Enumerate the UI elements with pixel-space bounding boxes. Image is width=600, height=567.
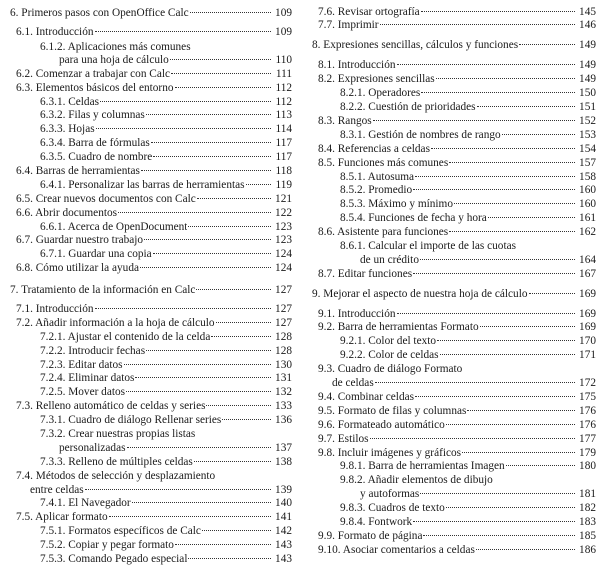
toc-page-number: 153 (579, 129, 596, 141)
toc-entry-title: 7.5. Aplicar formato (16, 511, 108, 523)
toc-entry (4, 24, 292, 40)
dot-leader (206, 405, 271, 406)
toc-entry (4, 551, 292, 567)
toc-page-number: 117 (275, 137, 292, 149)
toc-page-number: 186 (579, 544, 596, 556)
toc-entry-title: 6.7.1. Guardar una copia (40, 248, 152, 260)
toc-page-number: 123 (275, 221, 292, 233)
dot-leader (246, 184, 271, 185)
toc-page-number: 124 (275, 248, 292, 260)
toc-page-number: 179 (579, 447, 596, 459)
toc-entry-title: 9.2.2. Color de celdas (340, 349, 439, 361)
toc-page-number: 110 (275, 54, 292, 66)
toc-entry-title: 9.7. Estilos (318, 433, 369, 445)
toc-entry-title: 9.6. Formateado automático (318, 419, 445, 431)
toc-entry-title: 6.4. Barras de herramientas (16, 165, 140, 177)
toc-page-number: 124 (275, 262, 292, 274)
toc-page-number: 151 (579, 101, 596, 113)
toc-entry-title: 7.2.4. Eliminar datos (40, 372, 135, 384)
toc-page-number: 128 (275, 345, 292, 357)
dot-leader (413, 273, 575, 274)
dot-leader (529, 293, 576, 294)
dot-leader (423, 535, 575, 536)
toc-entry-title: 6.3.5. Cuadro de nombre (40, 151, 153, 163)
toc-entry-title: 6.1. Introducción (16, 26, 94, 38)
dot-leader (100, 101, 271, 102)
dot-leader (118, 212, 271, 213)
toc-page-number: 160 (579, 198, 596, 210)
dot-leader (144, 239, 271, 240)
dot-leader (95, 308, 272, 309)
dot-leader (454, 203, 575, 204)
dot-leader (373, 120, 575, 121)
toc-entry-title: 8.2.1. Operadores (340, 87, 421, 99)
toc-entry-title: 8.5.2. Promedio (340, 184, 413, 196)
dot-leader (420, 493, 575, 494)
toc-entry-title: 6.3.4. Barra de fórmulas (40, 137, 150, 149)
dot-leader (190, 12, 271, 13)
toc-page-number: 140 (275, 497, 292, 509)
toc-page-number: 182 (579, 502, 596, 514)
toc-entry-title: 9.8.4. Fontwork (340, 516, 413, 528)
toc-entry-title: 9.2.1. Color del texto (340, 335, 437, 347)
toc-page-number: 137 (275, 442, 292, 454)
toc-entry-title: 8.5.3. Máximo y mínimo (340, 198, 453, 210)
toc-entry-title: 7.2.3. Editar datos (40, 359, 123, 371)
toc-entry-title: 9.8.3. Cuadros de texto (340, 502, 445, 514)
toc-entry-title: 7.4. Métodos de selección y desplazamiento (16, 470, 216, 482)
toc-entry-title: 6. Primeros pasos con OpenOffice Calc (10, 7, 189, 19)
dot-leader (146, 350, 271, 351)
dot-leader (502, 134, 575, 135)
dot-leader (413, 189, 575, 190)
toc-entry-title: de celdas (332, 377, 374, 389)
toc-page-number: 130 (275, 359, 292, 371)
toc-page-number: 162 (579, 226, 596, 238)
toc-chapter-heading (4, 5, 292, 21)
dot-leader (415, 176, 575, 177)
toc-page-number: 127 (275, 303, 292, 315)
dot-leader (96, 128, 271, 129)
toc-entry-title: 8.2. Expresiones sencillas (318, 73, 435, 85)
dot-leader (135, 377, 271, 378)
toc-page-number: 177 (579, 433, 596, 445)
dot-leader (211, 336, 271, 337)
toc-page-number: 114 (275, 123, 292, 135)
toc-entry-title: 7.7. Imprimir (318, 19, 379, 31)
toc-entry-title: 9.5. Formato de filas y columnas (318, 405, 467, 417)
toc-page-number: 112 (275, 82, 292, 94)
dot-leader (449, 231, 575, 232)
toc-page-number: 127 (275, 317, 292, 329)
dot-leader (170, 59, 271, 60)
toc-entry-title: 7.5.3. Comando Pegado especial (40, 553, 188, 565)
toc-entry (312, 17, 596, 33)
toc-page-number: 127 (275, 284, 292, 296)
toc-entry-title: 8.5.1. Autosuma (340, 171, 415, 183)
toc-entry-title: 8.6.1. Calcular el importe de las cuotas (340, 240, 516, 252)
toc-page-number: 123 (275, 234, 292, 246)
dot-leader (421, 11, 575, 12)
toc-entry-title: 7.4.1. El Navegador (40, 497, 131, 509)
toc-entry-title: 7.5.1. Formatos específicos de Calc (40, 525, 201, 537)
dot-leader (202, 530, 271, 531)
dot-leader (431, 148, 575, 149)
toc-page-number: 139 (275, 484, 292, 496)
toc-entry-title: 9.1. Introducción (318, 308, 396, 320)
toc-page-number: 161 (579, 212, 596, 224)
toc-entry (312, 266, 596, 282)
toc-page-number: 111 (275, 68, 292, 80)
dot-leader (222, 419, 271, 420)
toc-entry-title: 8. Expresiones sencillas, cálculos y funciones (312, 39, 519, 51)
toc-page-number: 164 (579, 254, 596, 266)
toc-page-number: 109 (275, 7, 292, 19)
toc-entry-title: 7.3.3. Relleno de múltiples celdas (40, 456, 193, 468)
dot-leader (480, 326, 575, 327)
dot-leader (397, 64, 576, 65)
toc-entry-title: 6.1.2. Aplicaciones más comunes (40, 41, 191, 53)
toc-page-number: 122 (275, 207, 292, 219)
dot-leader (437, 340, 575, 341)
dot-leader (506, 465, 575, 466)
dot-leader (132, 502, 271, 503)
toc-entry-title: 7.2.5. Mover datos (40, 386, 126, 398)
dot-leader (488, 217, 575, 218)
dot-leader (467, 410, 575, 411)
toc-entry-title: 7.2. Añadir información a la hoja de cálculo (16, 317, 215, 329)
dot-leader (421, 92, 575, 93)
toc-entry-title: 8.3. Rangos (318, 115, 372, 127)
toc-entry-title: 7.3. Relleno automático de celdas y series (16, 400, 206, 412)
toc-page-number: 176 (579, 419, 596, 431)
dot-leader (375, 382, 575, 383)
dot-leader (476, 549, 575, 550)
toc-page-number: 143 (275, 539, 292, 551)
toc-page-number: 128 (275, 331, 292, 343)
toc-page-number: 143 (275, 553, 292, 565)
toc-entry-title: de un crédito (360, 254, 419, 266)
dot-leader (446, 424, 575, 425)
toc-entry-title: 7.5.2. Copiar y pegar formato (40, 539, 174, 551)
toc-page-number: 181 (579, 488, 596, 500)
toc-entry-title: 6.3. Elementos básicos del entorno (16, 82, 174, 94)
dot-leader (175, 87, 272, 88)
toc-entry-title: 9.10. Asociar comentarios a celdas (318, 544, 475, 556)
toc-entry-title: 7.2.1. Ajustar el contenido de la celda (40, 331, 211, 343)
toc-page-number: 176 (579, 405, 596, 417)
toc-entry-title: 6.6. Abrir documentos (16, 207, 118, 219)
toc-page-number: 109 (275, 26, 292, 38)
toc-page-number: 169 (579, 288, 596, 300)
toc-entry-title: 7. Tratamiento de la información en Calc (10, 284, 196, 296)
toc-entry-title: 9.8.2. Añadir elementos de dibujo (340, 474, 493, 486)
dot-leader (126, 391, 271, 392)
toc-entry-title: personalizadas (59, 442, 126, 454)
dot-leader (446, 507, 575, 508)
toc-entry-title: 6.4.1. Personalizar las barras de herramientas (40, 179, 245, 191)
toc-chapter-heading (312, 37, 596, 53)
toc-page-number: 113 (275, 109, 292, 121)
toc-page-number: 180 (579, 460, 596, 472)
toc-entry-title: 7.3.2. Crear nuestras propias listas (40, 428, 196, 440)
toc-page-number: 172 (579, 377, 596, 389)
toc-page-number: 157 (579, 157, 596, 169)
toc-entry-title: 6.6.1. Acerca de OpenDocument (40, 221, 188, 233)
toc-entry-title: 8.1. Introducción (318, 59, 396, 71)
toc-page-number: 183 (579, 516, 596, 528)
toc-entry-title: 8.4. Referencias a celdas (318, 143, 430, 155)
toc-chapter-heading (312, 286, 596, 302)
dot-leader (188, 558, 271, 559)
toc-page-number: 149 (579, 73, 596, 85)
dot-leader (477, 106, 575, 107)
toc-page-number: 112 (275, 96, 292, 108)
toc-entry-title: 9.2. Barra de herramientas Formato (318, 321, 479, 333)
toc-page-number: 142 (275, 525, 292, 537)
toc-page-number: 131 (275, 372, 292, 384)
dot-leader (370, 438, 575, 439)
dot-leader (127, 447, 272, 448)
toc-entry-title: 8.2.2. Cuestión de prioridades (340, 101, 476, 113)
dot-leader (153, 253, 271, 254)
toc-entry-title: 7.2.2. Introducir fechas (40, 345, 146, 357)
toc-page-number: 185 (579, 530, 596, 542)
dot-leader (194, 461, 271, 462)
toc-page-number: 169 (579, 308, 596, 320)
toc-page-number: 171 (579, 349, 596, 361)
toc-entry-title: 9.9. Formato de página (318, 530, 423, 542)
dot-leader (85, 489, 271, 490)
toc-page-number: 149 (579, 59, 596, 71)
toc-entry-title: 9.3. Cuadro de diálogo Formato (318, 363, 463, 375)
toc-entry-title: 6.8. Cómo utilizar la ayuda (16, 262, 139, 274)
toc-page-number: 138 (275, 456, 292, 468)
dot-leader (124, 364, 271, 365)
dot-leader (397, 313, 576, 314)
toc-entry-title: 9.8.1. Barra de herramientas Imagen (340, 460, 505, 472)
toc-entry-title: 7.1. Introducción (16, 303, 94, 315)
toc-entry-title: 6.5. Crear nuevos documentos con Calc (16, 193, 196, 205)
toc-page-number: 152 (579, 115, 596, 127)
toc-page-number: 136 (275, 414, 292, 426)
toc-entry-title: 8.5.4. Funciones de fecha y hora (340, 212, 487, 224)
toc-entry-title: 9.8. Incluir imágenes y gráficos (318, 447, 462, 459)
toc-entry-title: 7.6. Revisar ortografía (318, 6, 420, 18)
toc-page-number: 170 (579, 335, 596, 347)
toc-entry-title: 6.7. Guardar nuestro trabajo (16, 234, 144, 246)
toc-entry-title: 8.6. Asistente para funciones (318, 226, 449, 238)
toc-page-number: 132 (275, 386, 292, 398)
toc-entry-title: 8.3.1. Gestión de nombres de rango (340, 129, 501, 141)
dot-leader (519, 44, 575, 45)
toc-entry-title: 6.2. Comenzar a trabajar con Calc (16, 68, 171, 80)
dot-leader (413, 521, 575, 522)
toc-entry-title: entre celdas (30, 484, 84, 496)
toc-entry-title: 8.7. Editar funciones (318, 268, 413, 280)
dot-leader (197, 198, 271, 199)
dot-leader (153, 156, 271, 157)
toc-page-number: 160 (579, 184, 596, 196)
toc-page-number: 133 (275, 400, 292, 412)
toc-chapter-heading (4, 282, 292, 298)
toc-page-number: 145 (579, 6, 596, 18)
toc-entry-title: 6.3.2. Filas y columnas (40, 109, 145, 121)
dot-leader (196, 289, 271, 290)
dot-leader (380, 24, 575, 25)
toc-page-number: 121 (275, 193, 292, 205)
dot-leader (171, 73, 271, 74)
dot-leader (146, 114, 271, 115)
toc-page-number: 154 (579, 143, 596, 155)
toc-page-number: 150 (579, 87, 596, 99)
toc-page-number: 175 (579, 391, 596, 403)
toc-entry-title: 9.4. Combinar celdas (318, 391, 415, 403)
toc-entry (4, 260, 292, 276)
dot-leader (462, 452, 575, 453)
dot-leader (449, 162, 575, 163)
toc-entry-title: 9. Mejorar el aspecto de nuestra hoja de cálculo (312, 288, 528, 300)
toc-page-number: 117 (275, 151, 292, 163)
toc-entry-title: 7.3.1. Cuadro de diálogo Rellenar series (40, 414, 222, 426)
dot-leader (420, 259, 575, 260)
toc-page-number: 169 (579, 321, 596, 333)
toc-page-number: 146 (579, 19, 596, 31)
toc-entry-title: y autoformas (360, 488, 420, 500)
toc-entry-title: para una hoja de cálculo (59, 54, 169, 66)
dot-leader (95, 31, 272, 32)
dot-leader (175, 544, 271, 545)
toc-page-number: 149 (579, 39, 596, 51)
dot-leader (440, 354, 575, 355)
toc-page-number: 158 (579, 171, 596, 183)
toc-entry (312, 542, 596, 558)
dot-leader (109, 516, 271, 517)
dot-leader (141, 170, 271, 171)
dot-leader (151, 142, 271, 143)
toc-page-number: 119 (275, 179, 292, 191)
dot-leader (436, 78, 575, 79)
dot-leader (188, 226, 271, 227)
dot-leader (415, 396, 575, 397)
toc-page-number: 118 (275, 165, 292, 177)
toc-page-number: 167 (579, 268, 596, 280)
toc-entry-title: 8.5. Funciones más comunes (318, 157, 449, 169)
toc-entry-title: 6.3.1. Celdas (40, 96, 99, 108)
toc-page-number: 141 (275, 511, 292, 523)
dot-leader (216, 322, 271, 323)
toc-entry-title: 6.3.3. Hojas (40, 123, 95, 135)
dot-leader (140, 267, 271, 268)
